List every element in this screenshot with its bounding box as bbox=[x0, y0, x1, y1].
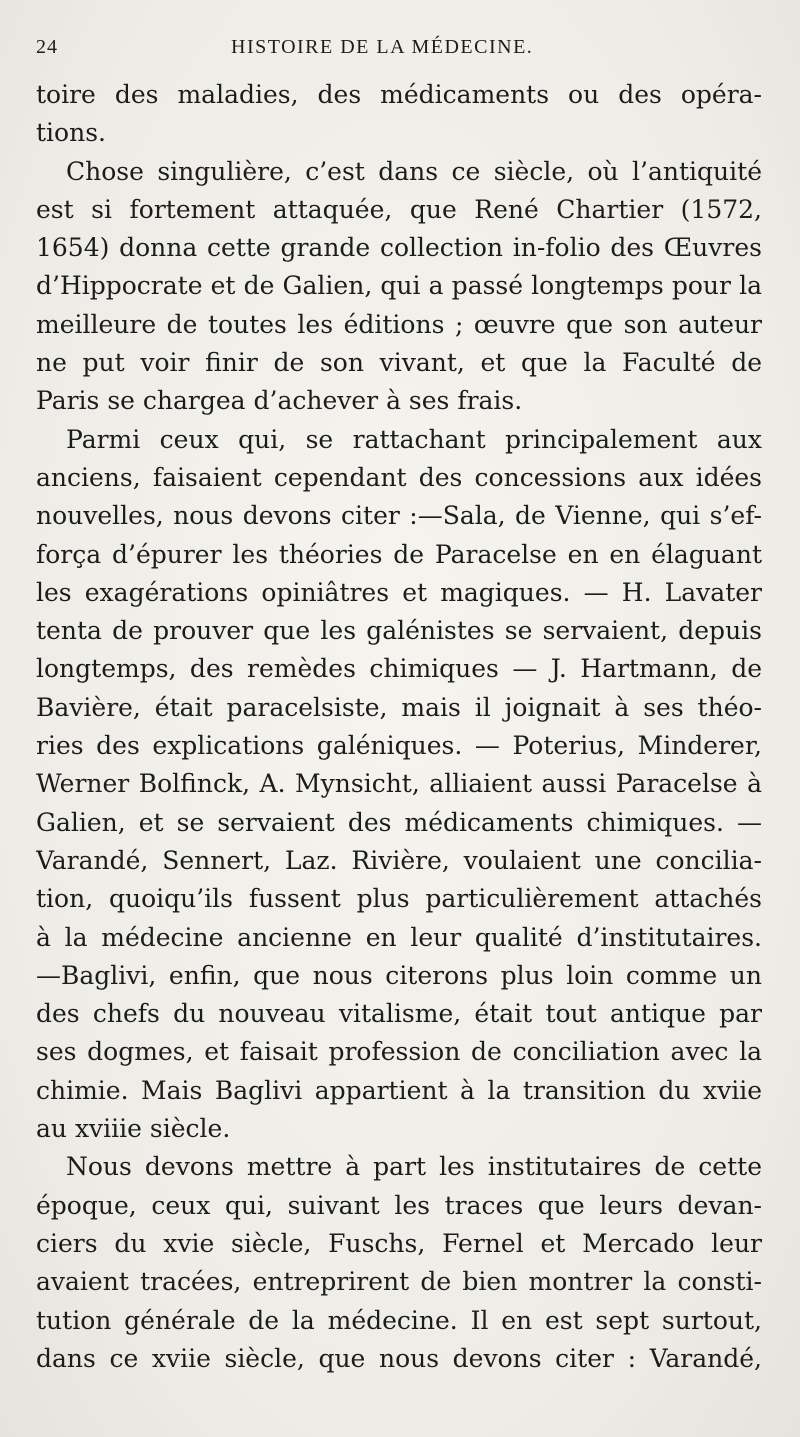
text-line: chimie. Mais Baglivi appartient à la transition du xviie bbox=[36, 1075, 762, 1105]
text-line: Paris se chargea d’achever à ses frais. bbox=[36, 386, 523, 416]
text-line: est si fortement attaquée, que René Chartier (1572, bbox=[36, 194, 762, 224]
text-line: —Baglivi, enfin, que nous citerons plus loin comme un bbox=[36, 960, 762, 990]
text-line: tions. bbox=[36, 118, 106, 148]
text-line: toire des maladies, des médicaments ou des opéra- bbox=[36, 80, 762, 109]
text-line: dans ce xviie siècle, que nous devons citer : Varandé, bbox=[36, 1343, 762, 1373]
text-line: longtemps, des remèdes chimiques — J. Hartmann, de bbox=[36, 654, 762, 684]
text-line: Werner Bolfinck, A. Mynsicht, alliaient aussi Paracelse à bbox=[36, 769, 762, 799]
text-line: les exagérations opiniâtres et magiques. — H. Lavater bbox=[36, 577, 762, 607]
running-title: HISTOIRE DE LA MÉDECINE. bbox=[231, 36, 534, 58]
text-line: d’Hippocrate et de Galien, qui a passé longtemps pour la bbox=[36, 271, 762, 301]
text-line: avaient tracées, entreprirent de bien montrer la consti- bbox=[36, 1267, 762, 1297]
text-line: ries des explications galéniques. — Poterius, Minderer, bbox=[36, 731, 762, 761]
text-line: 1654) donna cette grande collection in-folio des Œuvres bbox=[36, 233, 762, 263]
text-line: Varandé, Sennert, Laz. Rivière, voulaient une concilia- bbox=[36, 845, 762, 875]
text-line: tution générale de la médecine. Il en est sept surtout, bbox=[36, 1305, 762, 1335]
text-line: des chefs du nouveau vitalisme, était tout antique par bbox=[36, 999, 762, 1029]
text-line: tion, quoiqu’ils fussent plus particulièrement attachés bbox=[36, 884, 762, 914]
page-header bbox=[36, 36, 766, 68]
text-line: Parmi ceux qui, se rattachant principalement aux bbox=[66, 424, 762, 454]
text-line: Chose singulière, c’est dans ce siècle, où l’antiquité bbox=[66, 156, 762, 186]
text-line: anciens, faisaient cependant des concessions aux idées bbox=[36, 462, 762, 492]
text-line: au xviiie siècle. bbox=[36, 1114, 231, 1144]
text-line: força d’épurer les théories de Paracelse en en élaguant bbox=[36, 539, 762, 569]
text-line: ses dogmes, et faisait profession de conciliation avec la bbox=[36, 1037, 762, 1067]
page-number: 24 bbox=[36, 36, 58, 58]
text-line: Bavière, était paracelsiste, mais il joignait à ses théo- bbox=[36, 692, 762, 722]
text-line: Galien, et se servaient des médicaments chimiques. — bbox=[36, 807, 762, 837]
text-line: époque, ceux qui, suivant les traces que leurs devan- bbox=[36, 1190, 762, 1220]
text-line: meilleure de toutes les éditions ; œuvre que son auteur bbox=[36, 309, 762, 339]
text-line: tenta de prouver que les galénistes se servaient, depuis bbox=[36, 616, 762, 646]
text-line: ciers du xvie siècle, Fuschs, Fernel et Mercado leur bbox=[36, 1228, 762, 1258]
text-line: ne put voir finir de son vivant, et que la Faculté de bbox=[36, 348, 762, 378]
body-text bbox=[36, 76, 762, 1378]
text-line: nouvelles, nous devons citer :—Sala, de Vienne, qui s’ef- bbox=[36, 501, 762, 531]
text-line: à la médecine ancienne en leur qualité d’institutaires. bbox=[36, 922, 762, 952]
text-line: Nous devons mettre à part les institutaires de cette bbox=[66, 1152, 762, 1182]
